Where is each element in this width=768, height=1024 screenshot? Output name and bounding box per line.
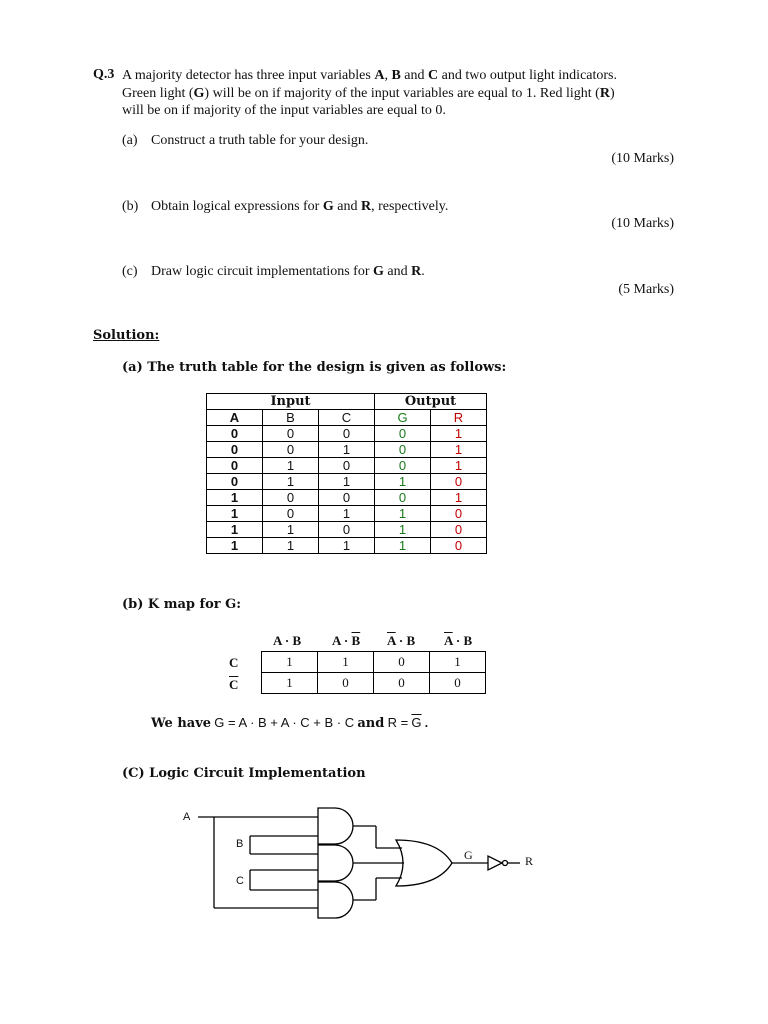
expression-g: G = A · B + A · C + B · C — [214, 715, 355, 730]
question-line-3: will be on if majority of the input variables are equal to 0. — [122, 103, 446, 118]
not-gate — [488, 856, 502, 870]
expression-r: R = — [387, 715, 409, 730]
cell: 0 — [263, 442, 319, 458]
circuit-output-g: G — [464, 848, 473, 862]
cell: 0 — [263, 490, 319, 506]
cell: 0 — [431, 506, 487, 522]
cell: 1 — [319, 538, 375, 554]
cell: 1 — [375, 506, 431, 522]
kmap-col-a-bbar: $A \cdot \overline{B}$ — [332, 633, 361, 648]
cell: 1 — [263, 458, 319, 474]
cell: 0 — [319, 458, 375, 474]
question-line-2: Green light (G) will be on if majority of the input variables are equal to 1. Red light (R) — [122, 86, 615, 101]
cell: 0 — [207, 474, 263, 490]
kmap-cell: 1 — [262, 673, 318, 694]
cell: 0 — [207, 442, 263, 458]
col-a: A — [207, 410, 263, 426]
kmap-col-abar-b: $\overline{A} \cdot B$ — [387, 633, 416, 648]
circuit-output-r: R — [525, 854, 534, 868]
part-b-text: Obtain logical expressions for G and R, respectively. — [151, 199, 449, 214]
expression-r-value: $\overline{G}$ — [411, 715, 422, 730]
table-row — [207, 490, 487, 506]
cell: 1 — [263, 522, 319, 538]
header-input: Input — [207, 394, 375, 410]
table-row — [207, 474, 487, 490]
cell: 0 — [319, 490, 375, 506]
cell: 0 — [263, 426, 319, 442]
cell: 1 — [431, 490, 487, 506]
cell: 1 — [207, 506, 263, 522]
cell: 1 — [319, 474, 375, 490]
kmap-cell: 0 — [318, 673, 374, 694]
cell: 0 — [207, 458, 263, 474]
part-b-heading: (b) K map for G: — [122, 597, 242, 612]
cell: 1 — [431, 442, 487, 458]
kmap-row-cbar: $\overline{C}$ — [229, 677, 239, 692]
and-label: and — [357, 716, 385, 731]
cell: 0 — [431, 474, 487, 490]
solution-title: Solution: — [93, 328, 160, 343]
kmap-cell: 1 — [262, 652, 318, 673]
cell: 0 — [431, 522, 487, 538]
cell: 1 — [207, 538, 263, 554]
kmap-cell: 1 — [318, 652, 374, 673]
table-row — [207, 538, 487, 554]
cell: 0 — [431, 538, 487, 554]
kmap-row — [262, 652, 486, 673]
table-row — [207, 522, 487, 538]
cell: 1 — [375, 522, 431, 538]
cell: 0 — [319, 522, 375, 538]
kmap-col-ab: A · B — [273, 633, 302, 648]
expression-line: We have G = A · B + A · C + B · C and $R = \overline{G}$ . — [151, 715, 429, 731]
and-gate-3 — [318, 882, 353, 918]
cell: 1 — [431, 426, 487, 442]
kmap-table — [261, 651, 486, 694]
cell: 1 — [431, 458, 487, 474]
kmap-cell: 1 — [430, 652, 486, 673]
circuit-input-c: C — [236, 875, 244, 887]
table-row — [207, 442, 487, 458]
kmap-row — [262, 673, 486, 694]
kmap-cell: 0 — [430, 673, 486, 694]
circuit-input-a: A — [183, 811, 191, 823]
col-r: R — [431, 410, 487, 426]
and-gate-1 — [318, 808, 353, 844]
part-b-marks: (10 Marks) — [611, 216, 674, 231]
part-c-marks: (5 Marks) — [618, 282, 674, 297]
truth-table — [206, 393, 487, 554]
cell: 1 — [263, 474, 319, 490]
kmap-row-c: C — [229, 655, 239, 670]
cell: 0 — [375, 458, 431, 474]
cell: 1 — [263, 538, 319, 554]
or-gate — [396, 840, 452, 886]
col-b: B — [263, 410, 319, 426]
question-line-1: A majority detector has three input variables A, B and C and two output light indicators. — [122, 68, 617, 83]
kmap-cell: 0 — [374, 652, 430, 673]
part-a-letter: (a) — [122, 133, 138, 148]
and-gate-2 — [318, 845, 353, 881]
cell: 0 — [375, 490, 431, 506]
col-c: C — [319, 410, 375, 426]
table-row — [207, 458, 487, 474]
question-label: Q.3 — [93, 67, 115, 82]
cell: 1 — [375, 538, 431, 554]
cell: 0 — [263, 506, 319, 522]
kmap-col-abar-bbar: $\overline{A} \cdot B$ — [444, 633, 473, 648]
we-have-label: We have — [151, 716, 212, 731]
kmap-cell: 0 — [374, 673, 430, 694]
cell: 0 — [207, 426, 263, 442]
cell: 1 — [319, 442, 375, 458]
circuit-input-b: B — [236, 838, 244, 850]
cell: 0 — [319, 426, 375, 442]
cell: 1 — [207, 490, 263, 506]
part-c-text: Draw logic circuit implementations for G and R. — [151, 264, 425, 279]
part-a-heading: (a) The truth table for the design is given as follows: — [122, 360, 507, 375]
table-row — [207, 506, 487, 522]
part-c-heading: (C) Logic Circuit Implementation — [122, 766, 366, 781]
part-a-text: Construct a truth table for your design. — [151, 133, 369, 148]
logic-circuit — [170, 800, 550, 920]
cell: 1 — [375, 474, 431, 490]
part-a-marks: (10 Marks) — [611, 151, 674, 166]
part-c-letter: (c) — [122, 264, 138, 279]
cell: 1 — [207, 522, 263, 538]
cell: 0 — [375, 442, 431, 458]
cell: 1 — [319, 506, 375, 522]
part-b-letter: (b) — [122, 199, 139, 214]
col-g: G — [375, 410, 431, 426]
header-output: Output — [375, 394, 487, 410]
cell: 0 — [375, 426, 431, 442]
table-row — [207, 426, 487, 442]
